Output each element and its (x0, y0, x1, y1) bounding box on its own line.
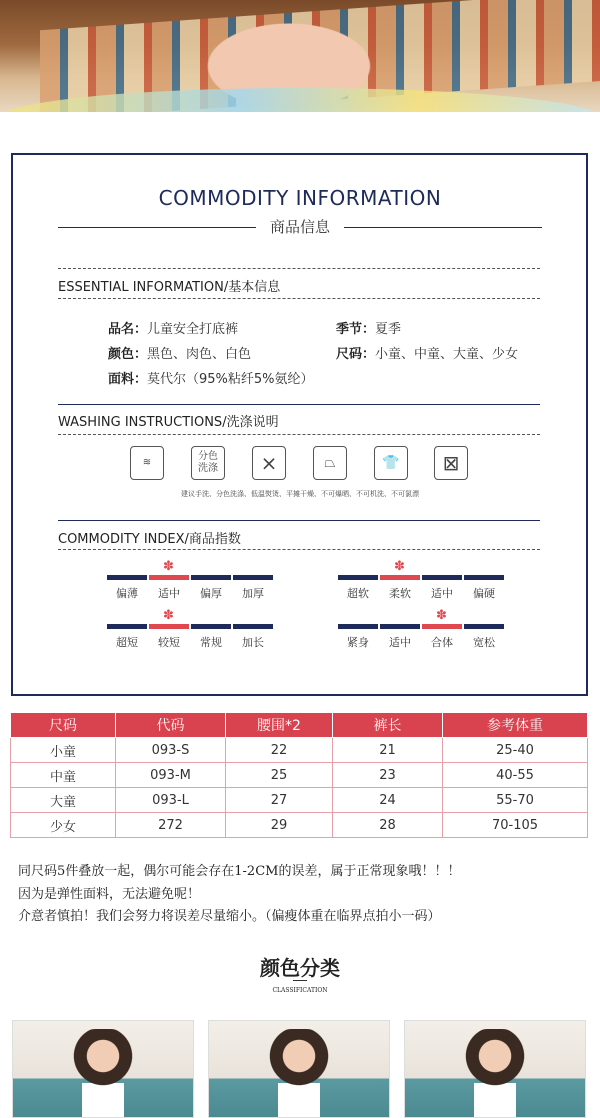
divider (58, 434, 540, 435)
note-line: 因为是弹性面料，无法避免呢！ (18, 887, 201, 902)
table-cell: 25-40 (443, 738, 588, 763)
scale-label: 超短 (116, 636, 138, 649)
washing-heading: WASHING INSTRUCTIONS/洗涤说明 (58, 415, 279, 430)
divider (58, 520, 540, 521)
section-title: COMMODITY INFORMATION (158, 186, 442, 210)
divider (58, 268, 540, 269)
scale-segment (191, 624, 231, 629)
scale-label: 偏厚 (200, 587, 222, 600)
table-cell: 28 (333, 813, 443, 838)
table-cell: 55-70 (443, 788, 588, 813)
column-header: 参考体重 (443, 713, 588, 738)
index-scale (338, 610, 504, 650)
no-machine-wash-icon: ⊠ (434, 446, 468, 480)
model-photo (264, 1029, 334, 1118)
index-scale (107, 561, 273, 601)
scale-segment (107, 624, 147, 629)
scale-label: 偏薄 (116, 587, 138, 600)
table-cell: 093-S (116, 738, 226, 763)
column-header: 尺码 (11, 713, 116, 738)
scale-segment (107, 575, 147, 580)
table-cell: 093-L (116, 788, 226, 813)
divider (58, 549, 540, 550)
table-row (11, 763, 588, 788)
no-tumble-dry-icon: ⨯ (252, 446, 286, 480)
scale-segment (380, 624, 420, 629)
iron-icon: ⏢ (313, 446, 347, 480)
color-option-card[interactable] (12, 1020, 194, 1118)
selected-marker-icon: ✽ (436, 608, 447, 623)
info-name: 品名：儿童安全打底裤 (108, 322, 239, 337)
scale-segment (380, 575, 420, 580)
column-header: 裤长 (333, 713, 443, 738)
table-row (11, 813, 588, 838)
table-header-row (11, 713, 588, 738)
section-subtitle: 商品信息 (269, 218, 330, 236)
table-cell: 24 (333, 788, 443, 813)
table-cell: 23 (333, 763, 443, 788)
table-cell: 25 (226, 763, 333, 788)
classification-subtitle: CLASSIFICATION (272, 987, 328, 994)
scale-segment (233, 624, 273, 629)
scale-label: 超软 (347, 587, 369, 600)
scale-label: 常规 (200, 636, 222, 649)
scale-segment (191, 575, 231, 580)
scale-label: 偏硬 (473, 587, 495, 600)
table-cell: 22 (226, 738, 333, 763)
divider (293, 980, 307, 981)
classification-title: 颜色分类 (260, 956, 340, 980)
scale-label: 加厚 (242, 587, 264, 600)
table-cell: 40-55 (443, 763, 588, 788)
table-row (11, 738, 588, 763)
color-option-card[interactable] (404, 1020, 586, 1118)
index-heading: COMMODITY INDEX/商品指数 (58, 532, 241, 547)
size-table (10, 712, 588, 838)
table-cell: 093-M (116, 763, 226, 788)
selected-marker-icon: ✽ (163, 559, 174, 574)
scale-label: 较短 (158, 636, 180, 649)
index-scale (338, 561, 504, 601)
selected-marker-icon: ✽ (163, 608, 174, 623)
column-header: 代码 (116, 713, 226, 738)
info-color: 颜色：黑色、肉色、白色 (108, 347, 252, 362)
scale-label: 适中 (431, 587, 453, 600)
separate-wash-icon: 分色洗涤 (191, 446, 225, 480)
selected-marker-icon: ✽ (394, 559, 405, 574)
hero-photo (0, 0, 600, 112)
scale-label: 合体 (431, 636, 453, 649)
table-cell: 27 (226, 788, 333, 813)
flat-dry-icon: 👕 (374, 446, 408, 480)
scale-segment (149, 624, 189, 629)
scale-segment (338, 575, 378, 580)
essential-heading: ESSENTIAL INFORMATION/基本信息 (58, 280, 281, 295)
divider (58, 298, 540, 299)
table-cell: 大童 (11, 788, 116, 813)
scale-segment (422, 624, 462, 629)
model-photo (68, 1029, 138, 1118)
scale-segment (464, 575, 504, 580)
scale-label: 加长 (242, 636, 264, 649)
scale-segment (464, 624, 504, 629)
table-cell: 70-105 (443, 813, 588, 838)
hand-wash-icon: ≋ (130, 446, 164, 480)
info-fabric: 面料：莫代尔（95%粘纤5%氨纶） (108, 372, 314, 387)
note-line: 同尺码5件叠放一起，偶尔可能会存在1-2CM的误差，属于正常现象哦！！！ (18, 864, 461, 879)
color-option-card[interactable] (208, 1020, 390, 1118)
scale-label: 宽松 (473, 636, 495, 649)
scale-segment (149, 575, 189, 580)
table-cell: 中童 (11, 763, 116, 788)
washing-caption: 建议手洗、分色洗涤、低温熨烫、平摊干燥、不可爆晒、不可机洗、不可氯漂 (181, 490, 419, 498)
table-cell: 小童 (11, 738, 116, 763)
model-photo (460, 1029, 530, 1118)
note-line: 介意者慎拍！我们会努力将误差尽量缩小。（偏瘦体重在临界点拍小一码） (18, 909, 441, 924)
scale-segment (233, 575, 273, 580)
index-scale (107, 610, 273, 650)
table-row (11, 788, 588, 813)
column-header: 腰围*2 (226, 713, 333, 738)
divider (58, 404, 540, 405)
scale-label: 适中 (158, 587, 180, 600)
divider (344, 227, 542, 228)
scale-label: 适中 (389, 636, 411, 649)
scale-label: 紧身 (347, 636, 369, 649)
info-size: 尺码：小童、中童、大童、少女 (336, 347, 519, 362)
info-season: 季节：夏季 (336, 322, 402, 337)
table-cell: 21 (333, 738, 443, 763)
table-cell: 272 (116, 813, 226, 838)
scale-segment (338, 624, 378, 629)
scale-label: 柔软 (389, 587, 411, 600)
table-cell: 29 (226, 813, 333, 838)
table-cell: 少女 (11, 813, 116, 838)
scale-segment (422, 575, 462, 580)
